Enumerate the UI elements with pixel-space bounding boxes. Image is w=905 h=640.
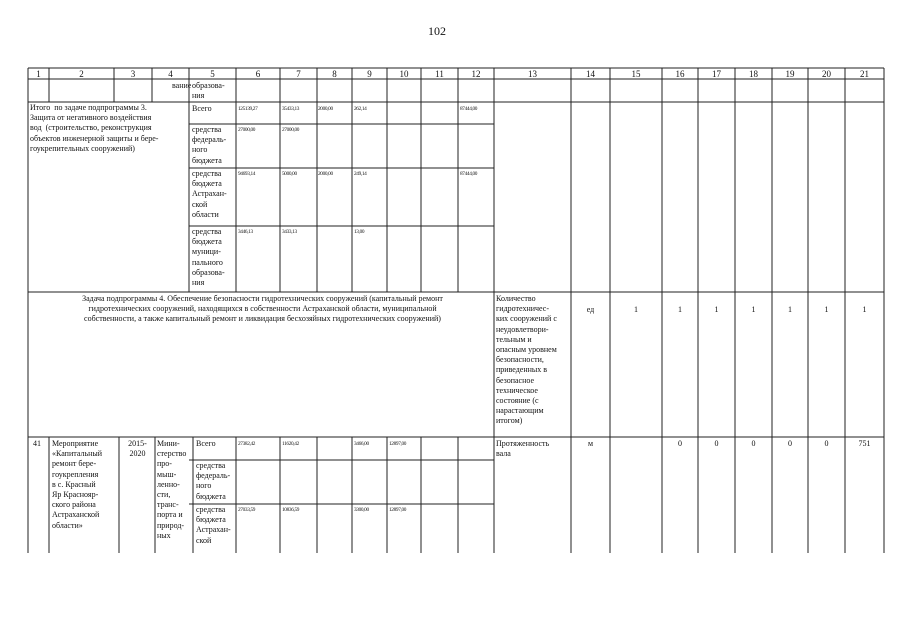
task4-title: Задача подпрограммы 4. Обеспечение безопасности гидротехнических сооружений (капитальный ремонт гидротехнических сооружений, находящихся в собственности Астраханской области, муниципальной собственности, а также капитальный ремонт и ликвидация бесхозяйных гидротехнических сооружений) — [82, 294, 443, 324]
column-number: 12 — [471, 69, 481, 79]
measure41-number: 41 — [33, 439, 41, 448]
measure41-period: 2015- 2020 — [128, 439, 147, 459]
column-number: 19 — [785, 69, 795, 79]
indicator-value: 0 — [788, 439, 792, 448]
funding-source-label: средства бюджета Астрахан- ской — [196, 505, 231, 545]
column-number: 13 — [528, 69, 537, 79]
column-number: 21 — [860, 69, 869, 79]
amount-cell: 94693,14 — [238, 171, 256, 177]
amount-cell: 262,14 — [354, 106, 367, 112]
column-number: 2 — [79, 69, 84, 79]
measure41-executor: Мини- стерство про- мыш- ленно- сти, транс- порта и природ- ных — [157, 439, 187, 540]
amount-cell: 13,00 — [354, 229, 365, 235]
amount-cell: 87444,00 — [460, 106, 478, 112]
amount-cell: 27000,00 — [282, 127, 300, 133]
indicator-value: 1 — [634, 305, 638, 314]
carryover-col4: вание — [172, 81, 192, 90]
column-number: 5 — [210, 69, 215, 79]
amount-cell: 5000,00 — [282, 171, 297, 177]
indicator-value: 751 — [858, 439, 871, 448]
amount-cell: 3433,13 — [282, 229, 297, 235]
indicator-value: 0 — [751, 439, 756, 448]
amount-cell: 3466,00 — [354, 441, 369, 447]
amount-cell: 11620,42 — [282, 441, 299, 447]
amount-cell: 3446,13 — [238, 229, 253, 235]
indicator-value: 1 — [714, 305, 719, 314]
amount-cell: 87444,00 — [460, 171, 478, 177]
amount-cell: 27382,42 — [238, 441, 256, 447]
measure41-name: Мероприятие «Капитальный ремонт бере- гоукрепления в с. Красный Яр Краснояр- ского района Астраханской области» — [52, 439, 103, 530]
indicator-value: 0 — [714, 439, 719, 448]
total-block-title: Итого по задаче подпрограммы 3. Защита от негативного воздействия вод (строительство, реконструкция объектов инженерной защиты и бере- гоукрепительных сооружений) — [30, 103, 159, 153]
column-number: 18 — [749, 69, 758, 79]
amount-cell: 27000,00 — [238, 127, 256, 133]
amount-cell: 2000,00 — [318, 171, 333, 177]
task4-indicator: Количество гидротехничес- ких сооружений с неудовлетвори- тельным и опасным уровнем безопасности, приведенных в безопасное техническое состояние (с нарастающим итогом) — [496, 294, 557, 426]
indicator-value: 1 — [824, 305, 829, 314]
funding-source-label: средства федераль- ного бюджета — [196, 461, 231, 501]
page-number: 102 — [428, 24, 446, 38]
amount-cell: 3300,00 — [354, 507, 369, 513]
measure41-indicator: Протяженность вала — [496, 439, 550, 459]
column-number: 4 — [168, 69, 173, 79]
funding-source-label: средства федераль- ного бюджета — [192, 125, 227, 165]
funding-source-label: средства бюджета Астрахан- ской области — [192, 169, 227, 219]
column-number: 10 — [399, 69, 409, 79]
amount-cell: 2000,00 — [318, 106, 333, 112]
funding-source-label: Всего — [192, 104, 212, 113]
column-number: 20 — [822, 69, 831, 79]
column-number: 9 — [367, 69, 372, 79]
indicator-value: 0 — [824, 439, 829, 448]
column-number: 3 — [130, 69, 136, 79]
task4-unit: ед — [586, 305, 595, 314]
indicator-value: 1 — [751, 305, 756, 314]
column-number: 16 — [675, 69, 685, 79]
column-number: 8 — [332, 69, 337, 79]
indicator-value: 1 — [678, 305, 682, 314]
column-number: 15 — [631, 69, 641, 79]
amount-cell: 35433,13 — [282, 106, 300, 112]
amount-cell: 12897,00 — [389, 507, 407, 513]
indicator-value: 0 — [678, 439, 682, 448]
amount-cell: 27033,59 — [238, 507, 256, 513]
column-number: 17 — [712, 69, 721, 79]
measure41-unit: м — [587, 439, 594, 448]
amount-cell: 12897,00 — [389, 441, 407, 447]
carryover-col5: образова- ния — [192, 81, 225, 101]
indicator-value: 1 — [862, 305, 867, 314]
column-number: 7 — [296, 69, 301, 79]
amount-cell: 249,14 — [354, 171, 367, 177]
funding-source-label: средства бюджета муници- пального образова- ния — [192, 227, 225, 288]
amount-cell: 10836,59 — [282, 507, 300, 513]
column-number: 14 — [586, 69, 595, 79]
column-number: 6 — [255, 69, 261, 79]
column-number: 1 — [36, 69, 41, 79]
column-number: 11 — [435, 69, 444, 79]
amount-cell: 125139,27 — [238, 106, 258, 112]
funding-source-label: Всего — [196, 439, 216, 448]
indicator-value: 1 — [788, 305, 792, 314]
